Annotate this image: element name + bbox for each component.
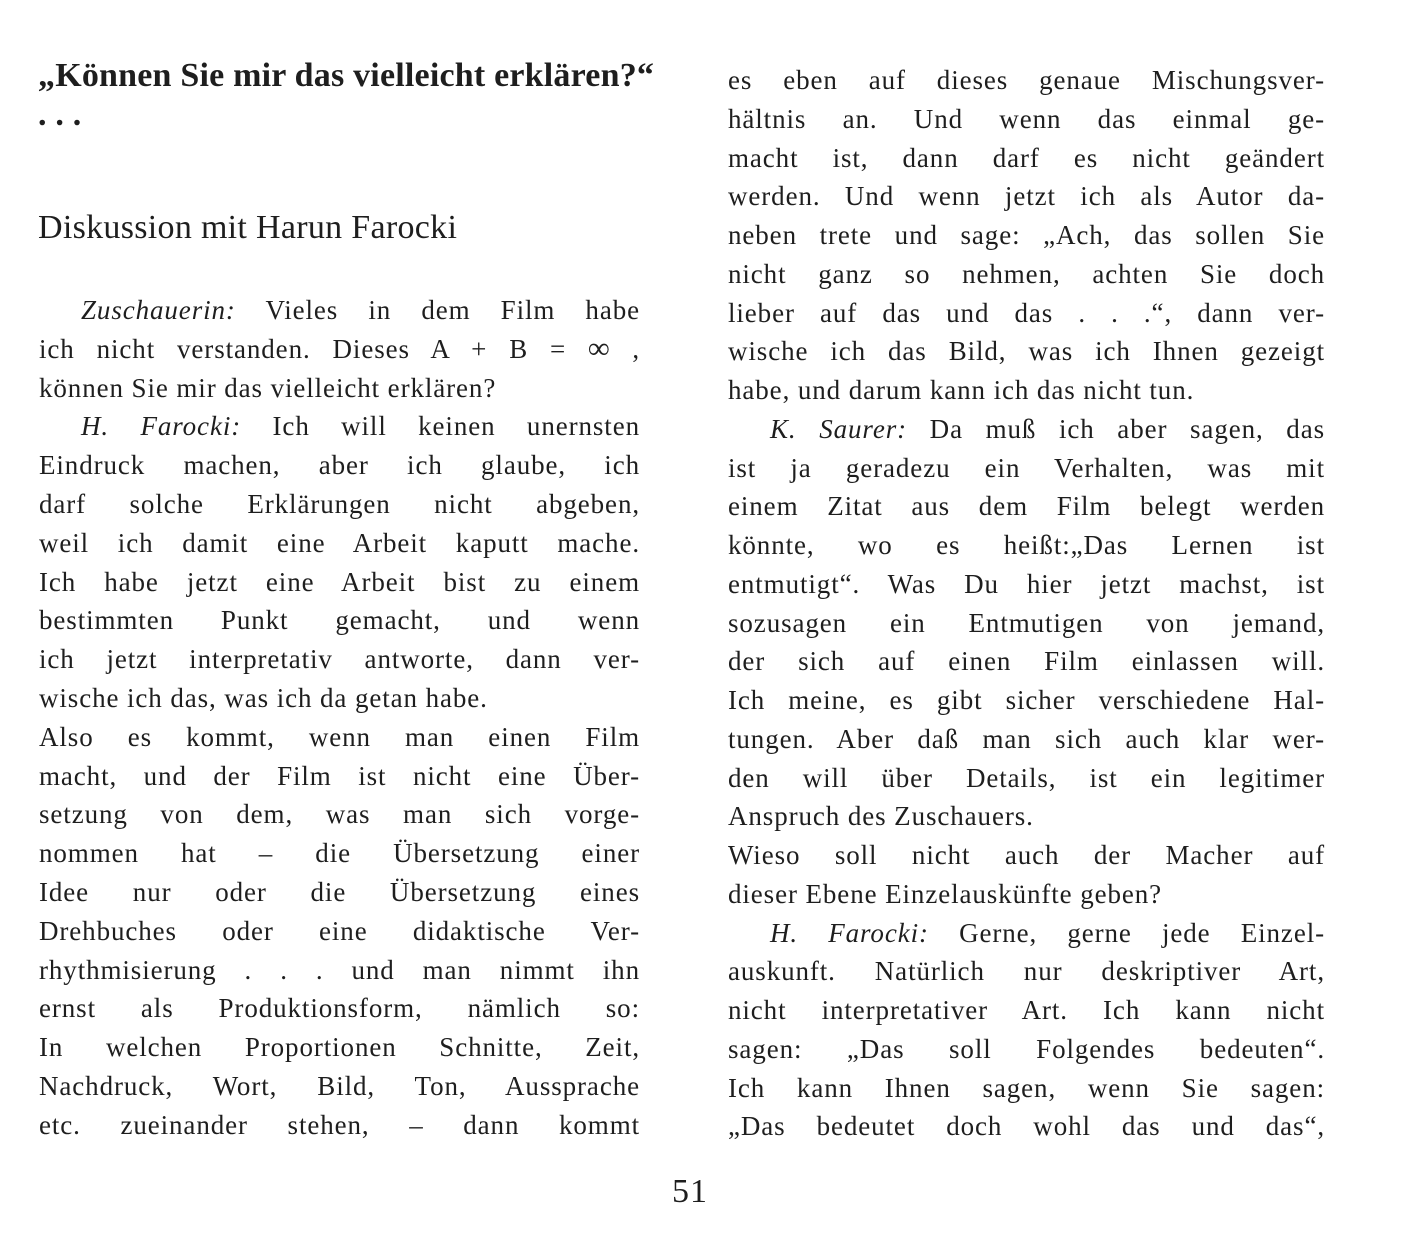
text-line xyxy=(39,330,640,368)
text-line xyxy=(728,914,1325,952)
line-text: der sich auf einen Film einlassen will. xyxy=(728,646,1325,677)
line-text: „Das bedeutet doch wohl das und das“, xyxy=(728,1111,1325,1142)
line-text: werden. Und wenn jetzt ich als Autor da- xyxy=(728,181,1325,212)
line-text: Ich will keinen unernsten xyxy=(241,411,640,442)
line-text: Ich kann Ihnen sagen, wenn Sie sagen: xyxy=(728,1072,1325,1103)
text-line xyxy=(39,951,640,989)
line-text: Gerne, gerne jede Einzel- xyxy=(928,917,1325,948)
text-line xyxy=(728,449,1325,487)
text-line xyxy=(39,1106,640,1144)
text-line xyxy=(728,332,1325,370)
speaker-name: K. Saurer: xyxy=(770,413,908,444)
speaker-name: H. Farocki: xyxy=(81,411,242,442)
line-text: Also es kommt, wenn man einen Film xyxy=(39,721,640,752)
text-line xyxy=(39,795,640,833)
text-line xyxy=(39,563,640,601)
text-line xyxy=(39,601,640,639)
line-text: Wieso soll nicht auch der Macher auf xyxy=(728,840,1325,870)
text-line xyxy=(728,991,1325,1029)
line-text: Da muß ich aber sagen, das xyxy=(907,413,1326,444)
text-line xyxy=(39,912,640,950)
line-text: es eben auf dieses genaue Mischungsver- xyxy=(728,65,1325,95)
text-line xyxy=(728,797,1325,835)
speaker-name: H. Farocki: xyxy=(770,917,929,948)
text-line xyxy=(39,679,640,717)
line-text: Drehbuches oder eine didaktische Ver- xyxy=(39,915,640,946)
line-text-after-symbol: , xyxy=(610,333,640,364)
text-line xyxy=(728,1107,1325,1145)
line-text: hältnis an. Und wenn das einmal ge- xyxy=(728,103,1325,134)
text-line xyxy=(728,216,1325,254)
text-line xyxy=(39,524,640,562)
text-line xyxy=(728,526,1325,564)
line-text: darf solche Erklärungen nicht abgeben, xyxy=(39,489,640,519)
line-text: ich jetzt interpretativ antworte, dann ver- xyxy=(39,644,640,675)
line-text: entmutigt“. Was Du hier jetzt machst, ist xyxy=(728,568,1325,599)
text-line xyxy=(39,640,640,678)
line-text: sagen: „Das soll Folgendes bedeuten“. xyxy=(728,1033,1325,1064)
line-text: nicht interpretativer Art. Ich kann nicht xyxy=(728,995,1325,1025)
line-text: habe, und darum kann ich das nicht tun. xyxy=(728,375,1195,405)
line-text: können Sie mir das vielleicht erklären? xyxy=(39,372,497,403)
text-line xyxy=(728,294,1325,332)
line-text: Eindruck machen, aber ich glaube, ich xyxy=(39,450,640,481)
text-line xyxy=(39,834,640,872)
line-text: lieber auf das und das . . .“, dann ver- xyxy=(728,297,1325,328)
text-line xyxy=(728,487,1325,525)
text-line xyxy=(728,604,1325,642)
text-line xyxy=(728,410,1325,448)
text-line xyxy=(728,952,1325,990)
line-text: nicht ganz so nehmen, achten Sie doch xyxy=(728,258,1325,289)
text-line xyxy=(728,759,1325,797)
text-line xyxy=(728,139,1325,177)
speaker-name: Zuschauerin: xyxy=(81,295,236,325)
text-line xyxy=(39,757,640,795)
page-number: 51 xyxy=(672,1173,708,1210)
line-text: dieser Ebene Einzelauskünfte geben? xyxy=(728,878,1163,909)
line-text: Idee nur oder die Übersetzung eines xyxy=(39,877,640,907)
chapter-title: „Können Sie mir das vielleicht erklären?“ . . . xyxy=(38,57,655,133)
text-line xyxy=(728,836,1325,874)
chapter-subtitle: Diskussion mit Harun Farocki xyxy=(38,209,458,246)
line-text: wische ich das, was ich da getan habe. xyxy=(39,683,488,713)
text-line xyxy=(39,446,640,484)
line-text: bestimmten Punkt gemacht, und wenn xyxy=(39,605,640,636)
line-text: macht, und der Film ist nicht eine Über- xyxy=(39,760,640,791)
line-text: einem Zitat aus dem Film belegt werden xyxy=(728,491,1325,522)
line-text: wische ich das Bild, was ich Ihnen gezeigt xyxy=(728,336,1325,367)
line-text: Anspruch des Zuschauers. xyxy=(728,801,1034,832)
text-line xyxy=(728,875,1325,913)
text-line xyxy=(728,1069,1325,1107)
line-text: den will über Details, ist ein legitimer xyxy=(728,762,1325,793)
text-line xyxy=(728,100,1325,138)
line-text: In welchen Proportionen Schnitte, Zeit, xyxy=(39,1032,640,1063)
line-text: auskunft. Natürlich nur deskriptiver Art, xyxy=(728,956,1325,987)
line-text: weil ich damit eine Arbeit kaputt mache. xyxy=(39,527,640,558)
line-text: ist ja geradezu ein Verhalten, was mit xyxy=(728,452,1325,483)
line-text: nommen hat – die Übersetzung einer xyxy=(39,838,640,869)
text-line xyxy=(39,407,640,445)
text-line xyxy=(39,1067,640,1105)
text-line xyxy=(728,1030,1325,1068)
line-text: Ich meine, es gibt sicher verschiedene Hal- xyxy=(728,685,1325,715)
text-line xyxy=(728,642,1325,680)
text-line xyxy=(39,718,640,756)
text-line xyxy=(728,565,1325,603)
text-line xyxy=(728,681,1325,719)
line-text: Nachdruck, Wort, Bild, Ton, Aussprache xyxy=(39,1071,640,1101)
line-text: ich nicht verstanden. Dieses A + B = xyxy=(39,333,589,364)
line-text: etc. zueinander stehen, – dann kommt xyxy=(39,1109,640,1140)
text-line xyxy=(39,989,640,1027)
line-text: sozusagen ein Entmutigen von jemand, xyxy=(728,607,1325,638)
line-text: tungen. Aber daß man sich auch klar wer- xyxy=(728,723,1325,754)
line-text: Vieles in dem Film habe xyxy=(235,295,640,325)
line-text: rhythmisierung . . . und man nimmt ihn xyxy=(39,954,640,985)
line-text: setzung von dem, was man sich vorge- xyxy=(39,799,640,830)
line-text: neben trete und sage: „Ach, das sollen Sie xyxy=(728,220,1325,250)
text-line xyxy=(39,1028,640,1066)
infinity-symbol: ∞ xyxy=(588,331,611,365)
text-line xyxy=(728,371,1325,409)
line-text: Ich habe jetzt eine Arbeit bist zu einem xyxy=(39,566,640,597)
text-line xyxy=(39,291,640,329)
line-text: könnte, wo es heißt:„Das Lernen ist xyxy=(728,530,1325,560)
line-text: ernst als Produktionsform, nämlich so: xyxy=(39,993,640,1024)
text-line xyxy=(728,177,1325,215)
line-text: macht ist, dann darf es nicht geändert xyxy=(728,142,1325,173)
text-line xyxy=(728,61,1325,99)
text-line xyxy=(39,369,640,407)
text-line xyxy=(39,873,640,911)
text-line xyxy=(728,255,1325,293)
text-line xyxy=(728,720,1325,758)
text-line xyxy=(39,485,640,523)
